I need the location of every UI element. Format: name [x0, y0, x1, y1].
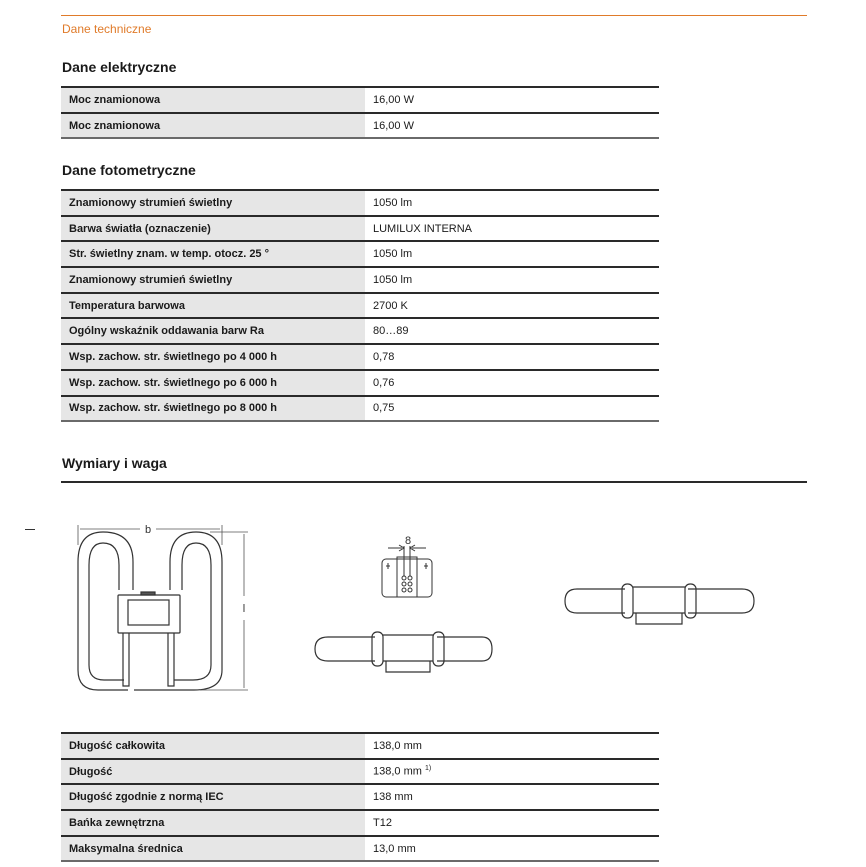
table-row: [61, 396, 659, 422]
row-value: LUMILUX INTERNA: [365, 216, 659, 242]
electrical-heading: Dane elektryczne: [62, 59, 177, 75]
dimension-label-l: l: [242, 603, 246, 615]
lamp-technical-drawing: [0, 500, 866, 700]
top-divider: [61, 15, 807, 16]
dimensions-heading: Wymiary i waga: [62, 455, 167, 471]
dimensions-table: [61, 732, 659, 862]
row-value: [365, 810, 659, 836]
value-text: T12: [373, 816, 392, 829]
row-label: Moc znamionowa: [61, 87, 365, 113]
table-row: [61, 241, 659, 267]
row-value: 16,00 W: [365, 87, 659, 113]
row-label: Długość zgodnie z normą IEC: [61, 784, 365, 810]
row-label: Moc znamionowa: [61, 113, 365, 139]
row-value: 80…89: [365, 318, 659, 344]
dimension-label-b: b: [144, 524, 152, 536]
row-label: Wsp. zachow. str. świetlnego po 6 000 h: [61, 370, 365, 396]
table-row: [61, 759, 659, 785]
photometric-table: [61, 189, 659, 422]
table-row: [61, 113, 659, 139]
lamp-base-top-view: [382, 545, 432, 597]
row-value: 1050 lm: [365, 267, 659, 293]
section-label: Dane techniczne: [62, 22, 152, 36]
table-row: [61, 87, 659, 113]
row-value: [365, 733, 659, 759]
row-value: [365, 784, 659, 810]
table-row: [61, 733, 659, 759]
row-value: 1050 lm: [365, 241, 659, 267]
row-label: Ogólny wskaźnik oddawania barw Ra: [61, 318, 365, 344]
row-label: Temperatura barwowa: [61, 293, 365, 319]
row-value: 2700 K: [365, 293, 659, 319]
row-value: 1050 lm: [365, 190, 659, 216]
row-value: 0,78: [365, 344, 659, 370]
value-text: 138,0 mm: [373, 765, 422, 778]
row-label: Długość całkowita: [61, 733, 365, 759]
table-row: [61, 318, 659, 344]
value-text: 138 mm: [373, 791, 413, 804]
lamp-front-view: [78, 532, 222, 690]
footnote-marker: 1): [424, 765, 432, 773]
table-row: [61, 190, 659, 216]
row-value: [365, 759, 659, 785]
row-value: 0,76: [365, 370, 659, 396]
row-label: Wsp. zachow. str. świetlnego po 4 000 h: [61, 344, 365, 370]
dimensions-divider: [61, 481, 807, 483]
row-label: Maksymalna średnica: [61, 836, 365, 862]
value-text: 13,0 mm: [373, 842, 416, 855]
row-label: Znamionowy strumień świetlny: [61, 190, 365, 216]
table-row: [61, 267, 659, 293]
table-row: [61, 810, 659, 836]
row-value: [365, 836, 659, 862]
table-row: [61, 370, 659, 396]
row-label: Barwa światła (oznaczenie): [61, 216, 365, 242]
row-label: Wsp. zachow. str. świetlnego po 8 000 h: [61, 396, 365, 422]
row-label: Znamionowy strumień świetlny: [61, 267, 365, 293]
electrical-table: [61, 86, 659, 139]
value-text: 138,0 mm: [373, 739, 422, 752]
dimension-label-8: 8: [404, 535, 412, 547]
table-row: [61, 216, 659, 242]
table-row: [61, 784, 659, 810]
lamp-side-view-left: [315, 632, 492, 672]
row-label: Długość: [61, 759, 365, 785]
row-label: Str. świetlny znam. w temp. otocz. 25 °: [61, 241, 365, 267]
row-value: 16,00 W: [365, 113, 659, 139]
table-row: [61, 836, 659, 862]
row-value: 0,75: [365, 396, 659, 422]
photometric-heading: Dane fotometryczne: [62, 162, 196, 178]
table-row: [61, 293, 659, 319]
table-row: [61, 344, 659, 370]
row-label: Bańka zewnętrzna: [61, 810, 365, 836]
lamp-side-view-right: [565, 584, 754, 624]
